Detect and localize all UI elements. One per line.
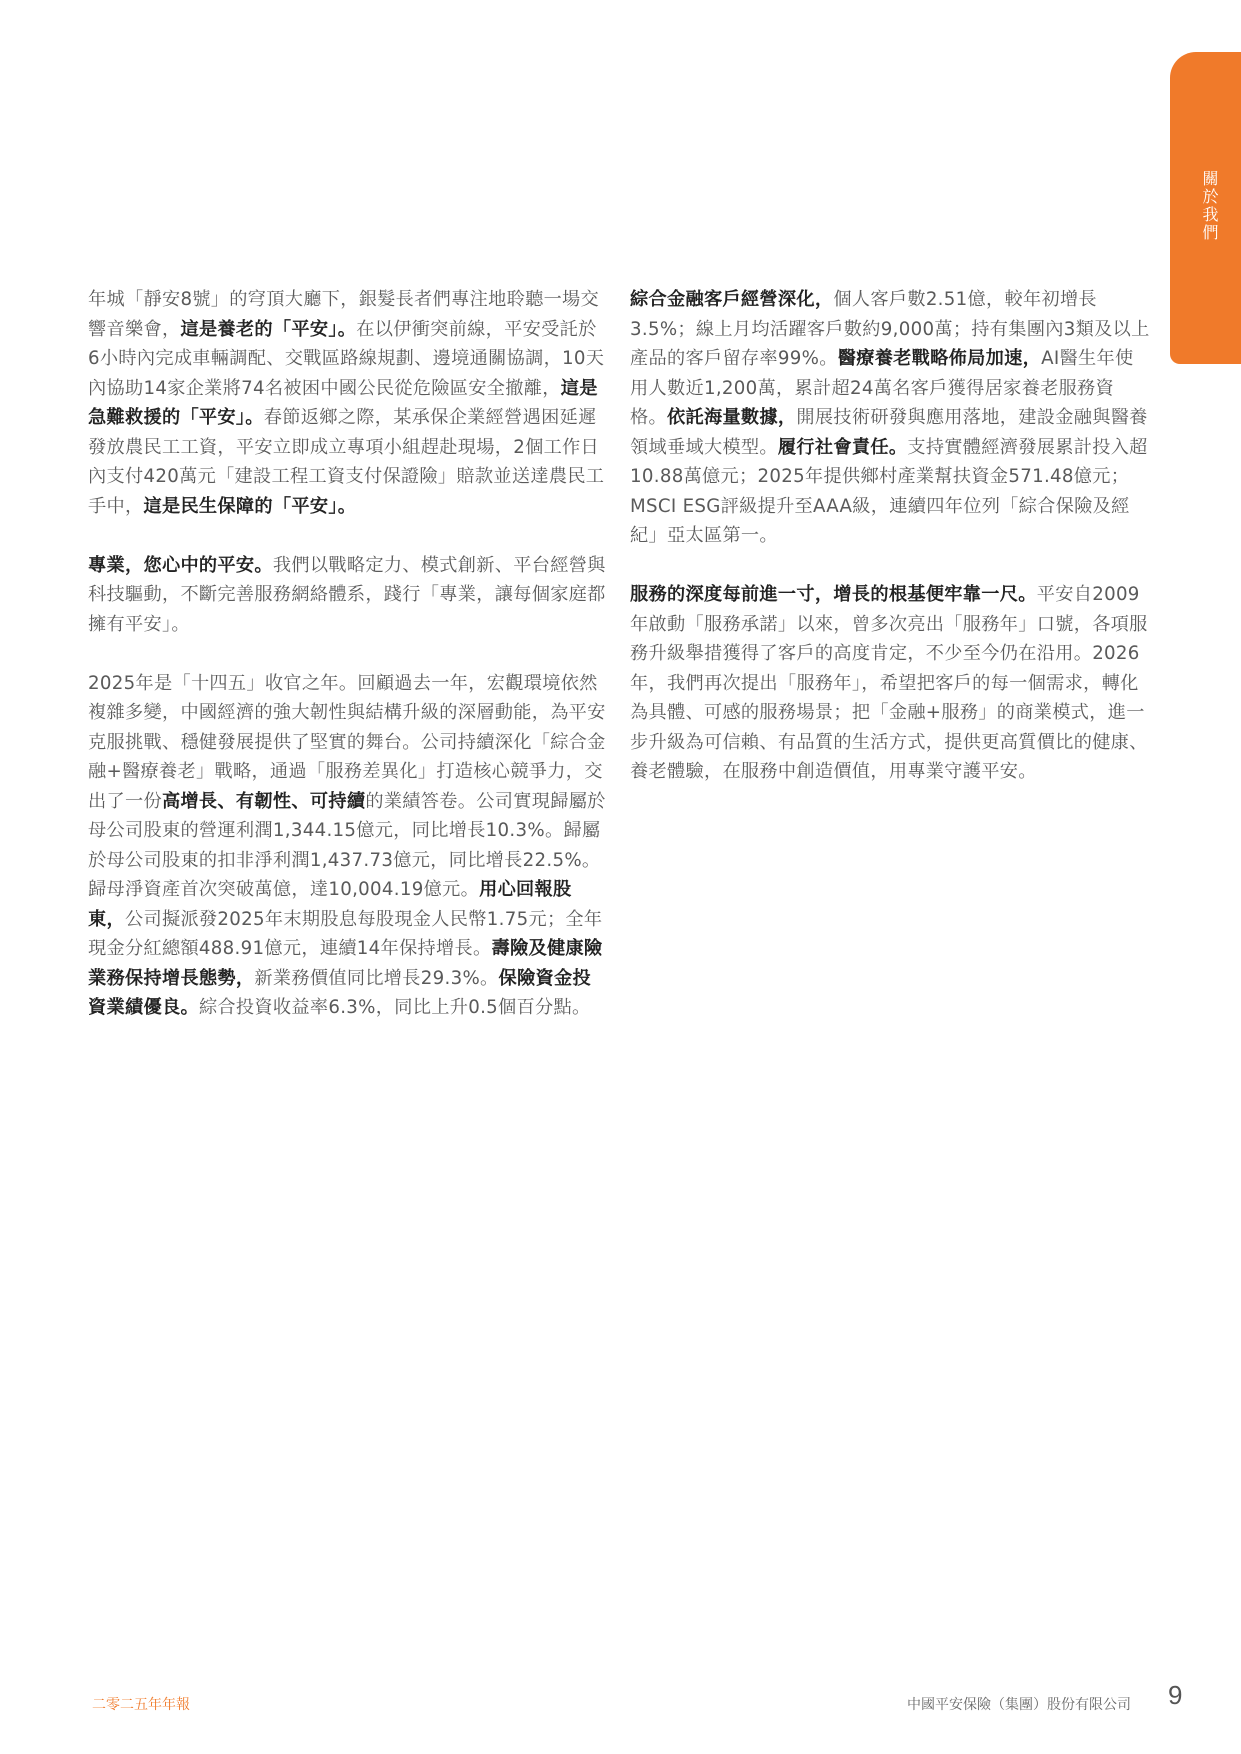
emphasis-text: 綜合金融客戶經營深化， <box>630 289 834 310</box>
body-text: 2025年是「十四五」收官之年。回顧過去一年，宏觀環境依然複雜多變，中國經濟的強大韌性與結構升級的深層動能，為平安克服挑戰、穩健發展提供了堅實的舞台。公司持續深化「綜合金融+醫療養老」戰略，通過「服務差異化」打造核心競爭力，交出了一份 <box>88 672 606 812</box>
emphasis-text: 專業，您心中的平安。 <box>88 554 273 576</box>
emphasis-text: 用心回報股東， <box>88 879 572 930</box>
page-number: 9 <box>1168 1680 1183 1710</box>
left-column <box>88 285 608 1052</box>
body-text: 個人客戶數2.51億，較年初增長3.5%；線上月均活躍客戶數約9,000萬；持有集團內3類及以上產品的客戶留存率99%。 <box>630 289 1150 369</box>
paragraph <box>630 285 1150 551</box>
emphasis-text: 這是養老的「平安」。 <box>180 318 357 340</box>
body-text: 年城「靜安8號」的穹頂大廳下，銀髮長者們專注地聆聽一場交響音樂會， <box>88 289 600 340</box>
emphasis-text: 依託海量數據， <box>666 407 797 428</box>
emphasis-text: 醫療養老戰略佈局加速， <box>837 348 1042 369</box>
paragraph <box>88 551 608 640</box>
body-text: 平安自2009年啟動「服務承諾」以來，曾多次亮出「服務年」口號，各項服務升級舉措獲得了客戶的高度肯定，不少至今仍在沿用。2026年，我們再次提出「服務年」，希望把客戶的每一個需求，轉化為具體、可感的服務場景；把「金融+服務」的商業模式，進一步升級為可信賴、有品質的生活方式，提供更高質價比的健康、養老體驗，在服務中創造價值，用專業守護平安。 <box>630 584 1148 782</box>
body-text: 的業績答卷。公司實現歸屬於母公司股東的營運利潤1,344.15億元，同比增長10.3%。歸屬於母公司股東的扣非淨利潤1,437.73億元，同比增長22.5%。歸母淨資產首次突破萬億，達10,004.19億元。 <box>88 790 606 900</box>
report-title: 二零二五年年報 <box>92 1697 190 1713</box>
body-text: AI醫生年使用人數近1,200萬，累計超24萬名客戶獲得居家養老服務資格。 <box>630 348 1134 428</box>
paragraph <box>88 669 608 1023</box>
emphasis-text: 高增長、有韌性、可持續 <box>161 790 366 812</box>
body-text: 綜合投資收益率6.3%，同比上升0.5個百分點。 <box>198 997 591 1018</box>
section-tab-label: 關於我們 <box>1200 170 1219 242</box>
body-text: 新業務價值同比增長29.3%。 <box>254 967 499 989</box>
body-text: 春節返鄉之際，某承保企業經營遇困延遲發放農民工工資，平安立即成立專項小組趕赴現場，2個工作日內支付420萬元「建設工程工資支付保證險」賠款並送達農民工手中， <box>88 407 605 517</box>
emphasis-text: 壽險及健康險業務保持增長態勢， <box>88 938 603 989</box>
emphasis-text: 履行社會責任。 <box>777 436 908 458</box>
right-column <box>630 285 1150 816</box>
body-text: 公司擬派發2025年末期股息每股現金人民幣1.75元；全年現金分紅總額488.91億元，連續14年保持增長。 <box>88 908 603 959</box>
body-text: 我們以戰略定力、模式創新、平台經營與科技驅動，不斷完善服務網絡體系，踐行「專業，讓每個家庭都擁有平安」。 <box>88 554 606 635</box>
body-text: 在以伊衝突前線，平安受託於6小時內完成車輛調配、交戰區路線規劃、邊境通關協調，10天內協助14家企業將74名被困中國公民從危險區安全撤離， <box>88 318 605 399</box>
emphasis-text: 服務的深度每前進一寸，增長的根基便牢靠一尺。 <box>630 584 1037 605</box>
paragraph <box>630 580 1150 787</box>
emphasis-text: 這是民生保障的「平安」。 <box>143 495 357 517</box>
paragraph <box>88 285 608 521</box>
emphasis-text: 保險資金投資業績優良。 <box>88 967 591 1018</box>
body-text: 開展技術研發與應用落地，建設金融與醫養領域垂域大模型。 <box>630 407 1148 458</box>
company-name: 中國平安保險（集團）股份有限公司 <box>907 1697 1131 1713</box>
body-text: 支持實體經濟發展累計投入超10.88萬億元；2025年提供鄉村產業幫扶資金571.48億元；MSCI ESG評級提升至AAA級，連續四年位列「綜合保險及經紀」亞太區第一。 <box>630 436 1148 546</box>
emphasis-text: 這是急難救援的「平安」。 <box>88 377 598 428</box>
